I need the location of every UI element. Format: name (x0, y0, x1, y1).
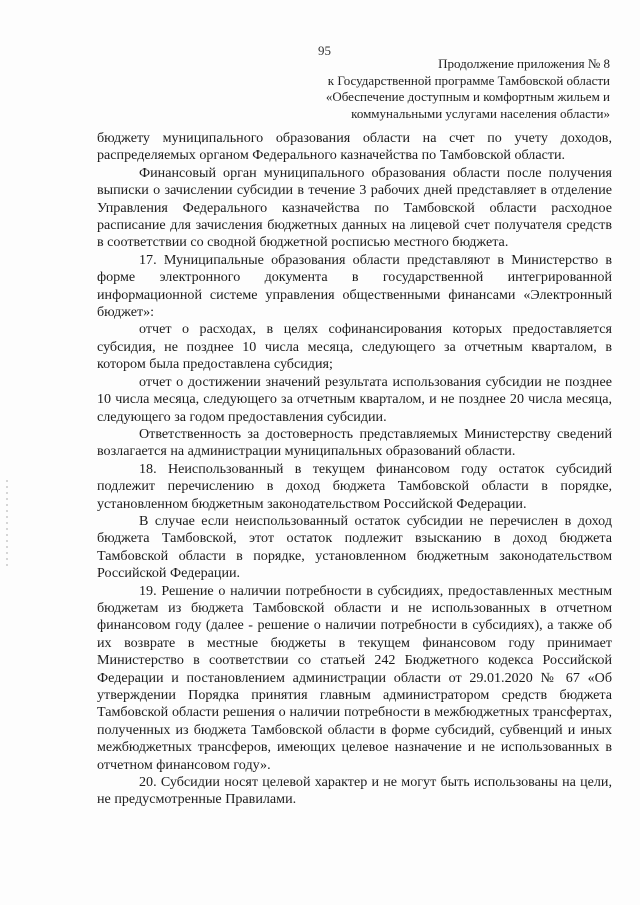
appendix-header (300, 56, 610, 122)
appendix-header-line: Продолжение приложения № 8 (438, 56, 610, 71)
binding-marks (6, 480, 8, 570)
paragraph-responsibility: Ответственность за достоверность представляемых Министерству сведений возлагается на администрации муниципальных образований области. (97, 425, 612, 460)
paragraph-continuation: бюджету муниципального образования области на счет по учету доходов, распределяемых органом Федерального казначейства по Тамбовской области. (97, 130, 612, 164)
page-number: 95 (318, 43, 331, 58)
appendix-header-line: «Обеспечение доступным и комфортным жильем и (325, 89, 610, 104)
appendix-header-line: к Государственной программе Тамбовской области (327, 72, 610, 88)
paragraph-result-report: отчет о достижении значений результата использования субсидии не позднее 10 числа месяца, следующего за отчетным кварталом, и не позднее 20 числа месяца, следующего за годом предоставления субсидии. (97, 373, 612, 425)
paragraph-financial-body: Финансовый орган муниципального образования области после получения выписки о зачислении субсидии в течение 3 рабочих дней представляет в отделение Управления Федерального казначейства по Тамбовской области расходное расписание для зачисления бюджетных данных на лицевой счет получателя средств в соответствии со сводной бюджетной росписью местного бюджета. (97, 164, 612, 251)
paragraph-expense-report: отчет о расходах, в целях софинансирования которых предоставляется субсидия, не позднее 10 числа месяца, следующего за отчетным кварталом, в котором была предоставлена субсидия; (97, 321, 612, 373)
appendix-header-line: коммунальными услугами населения области» (351, 105, 610, 121)
paragraph-clause-20: 20. Субсидии носят целевой характер и не могут быть использованы на цели, не предусмотренные Правилами. (97, 774, 612, 808)
document-body (97, 130, 612, 809)
paragraph-unused-balance: В случае если неиспользованный остаток субсидии не перечислен в доход бюджета Тамбовской, этот остаток подлежит взысканию в доход бюджета Тамбовской области в порядке, установленном бюджетным законодательством Российской Федерации. (97, 512, 612, 582)
paragraph-clause-18: 18. Неиспользованный в текущем финансовом году остаток субсидий подлежит перечислению в доход бюджета Тамбовской области в порядке, установленном бюджетным законодательством Российской Федерации. (97, 460, 612, 512)
paragraph-clause-17: 17. Муниципальные образования области представляют в Министерство в форме электронного документа в государственной интегрированной информационной системе управления общественными финансами «Электронный бюджет»: (97, 251, 612, 321)
paragraph-clause-19: 19. Решение о наличии потребности в субсидиях, предоставленных местным бюджетам из бюджета Тамбовской области и не использованных в отчетном финансовом году (далее - решение о наличии потребности в субсидиях), а также об их возврате в местные бюджеты в текущем финансовом году принимает Министерство в соответствии со статьей 242 Бюджетного кодекса Российской Федерации и постановлением администрации области от 29.01.2020 № 67 «Об утверждении Порядка принятия главным администратором средств бюджета Тамбовской области решения о наличии потребности в межбюджетных трансфертах, полученных из бюджета Тамбовской области в форме субсидий, субвенций и иных межбюджетных трансферов, имеющих целевое назначение и не использованных в отчетном финансовом году». (97, 582, 612, 773)
